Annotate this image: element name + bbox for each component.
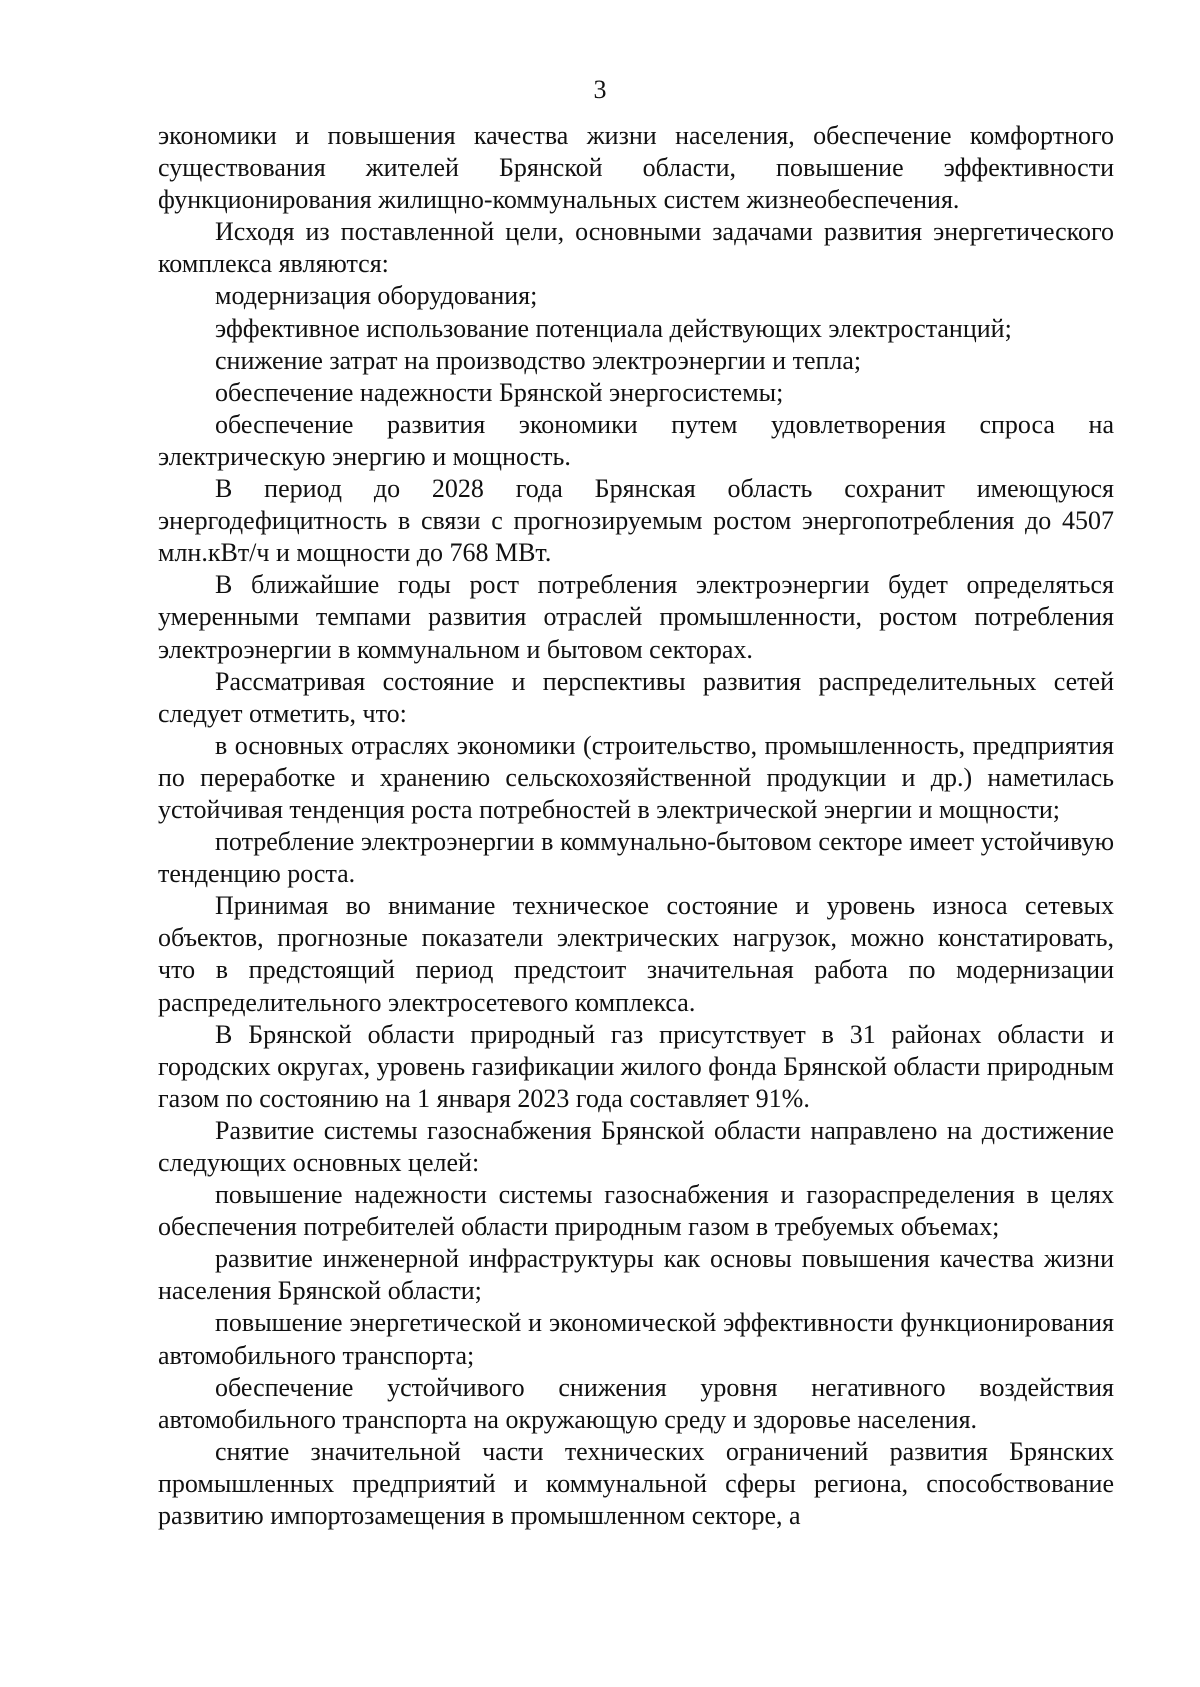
- paragraph-networks-intro: Рассматривая состояние и перспективы развития распределительных сетей следует отметить, что:: [158, 666, 1114, 728]
- paragraph-continuation: экономики и повышения качества жизни населения, обеспечение комфортного существования жителей Брянской области, повышение эффективности функционирования жилищно-коммунальных систем жизнеобеспечения.: [158, 121, 1114, 215]
- list-item-technical-constraints: снятие значительной части технических ограничений развития Брянских промышленных предприятий и коммунальной сферы региона, способствование развитию импортозамещения в промышленном секторе, а: [158, 1436, 1114, 1531]
- list-item-modernization: модернизация оборудования;: [215, 281, 538, 311]
- paragraph-gas-goals-intro: Развитие системы газоснабжения Брянской области направлено на достижение следующих основных целей:: [158, 1115, 1114, 1177]
- paragraph-tasks-intro: Исходя из поставленной цели, основными задачами развития энергетического комплекса являются:: [158, 217, 1114, 279]
- document-body: [158, 120, 1114, 1532]
- list-item-economy-development: обеспечение развития экономики путем удовлетворения спроса на электрическую энергию и мощность.: [158, 409, 1114, 471]
- list-item-reliability: обеспечение надежности Брянской энергосистемы;: [215, 377, 784, 407]
- list-item-power-plants: эффективное использование потенциала действующих электростанций;: [215, 313, 1012, 343]
- list-item-industry-demand: в основных отраслях экономики (строительство, промышленность, предприятия по переработке и хранению сельскохозяйственной продукции и др.) наметилась устойчивая тенденция роста потребностей в электрической энергии и мощности;: [158, 730, 1114, 824]
- paragraph-gasification-level: В Брянской области природный газ присутствует в 31 районах области и городских округах, уровень газификации жилого фонда Брянской области природным газом по состоянию на 1 января 2023 года составляет 91%.: [158, 1019, 1114, 1113]
- paragraph-network-modernization: Принимая во внимание техническое состояние и уровень износа сетевых объектов, прогнозные показатели электрических нагрузок, можно констатировать, что в предстоящий период предстоит значительная работа по модернизации распределительного электросетевого комплекса.: [158, 891, 1114, 1017]
- list-item-infrastructure: развитие инженерной инфраструктуры как основы повышения качества жизни населения Брянской области;: [158, 1244, 1114, 1306]
- list-item-cost-reduction: снижение затрат на производство электроэнергии и тепла;: [215, 345, 862, 375]
- list-item-transport-efficiency: повышение энергетической и экономической эффективности функционирования автомобильного транспорта;: [158, 1308, 1114, 1370]
- paragraph-forecast-2028: В период до 2028 года Брянская область сохранит имеющуюся энергодефицитность в связи с прогнозируемым ростом энергопотребления до 4507 млн.кВт/ч и мощности до 768 МВт.: [158, 474, 1114, 568]
- list-item-household-demand: потребление электроэнергии в коммунально-бытовом секторе имеет устойчивую тенденцию роста.: [158, 827, 1114, 889]
- page-number: 3: [593, 75, 607, 104]
- list-item-gas-reliability: повышение надежности системы газоснабжения и газораспределения в целях обеспечения потребителей области природным газом в требуемых объемах;: [158, 1180, 1114, 1242]
- list-item-environment: обеспечение устойчивого снижения уровня негативного воздействия автомобильного транспорта на окружающую среду и здоровье населения.: [158, 1372, 1114, 1434]
- paragraph-consumption-growth: В ближайшие годы рост потребления электроэнергии будет определяться умеренными темпами развития отраслей промышленности, ростом потребления электроэнергии в коммунальном и бытовом секторах.: [158, 570, 1114, 664]
